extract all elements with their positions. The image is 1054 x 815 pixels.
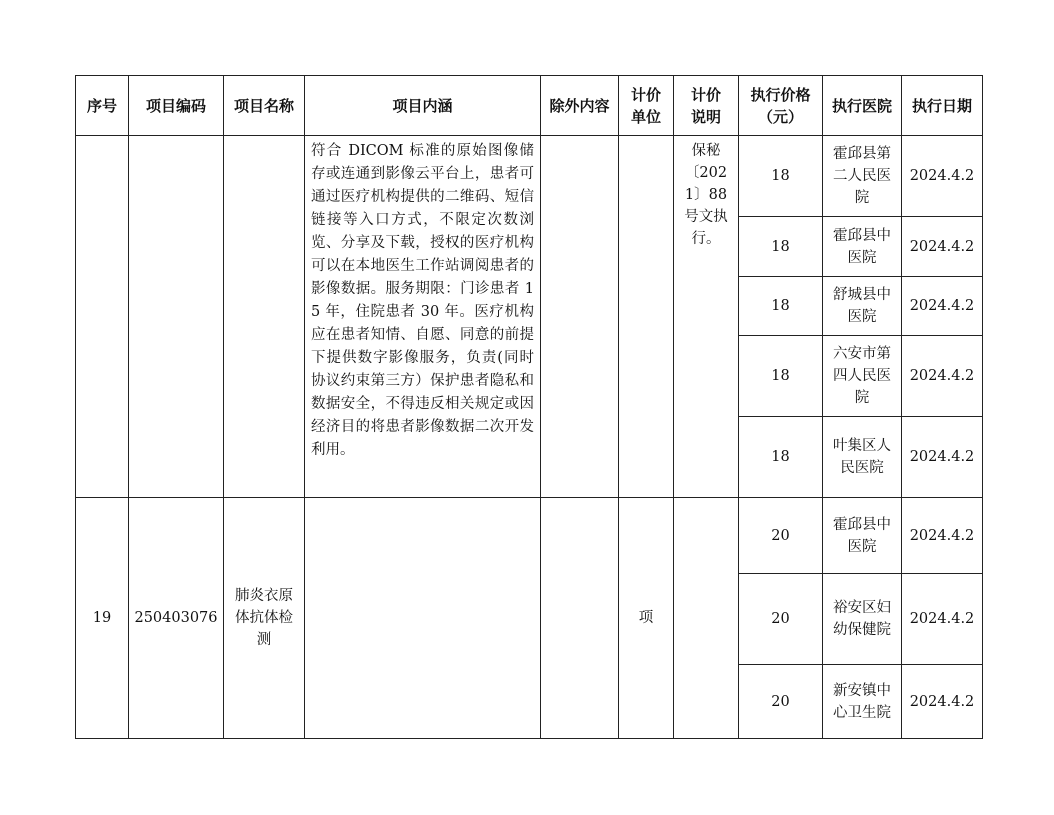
cell-hospital: 叶集区人民医院 — [823, 417, 902, 498]
cell-pricing-note — [674, 498, 739, 739]
header-name: 项目名称 — [224, 76, 305, 136]
header-hospital: 执行医院 — [823, 76, 902, 136]
cell-name — [224, 136, 305, 498]
cell-price: 18 — [739, 217, 823, 277]
cell-price: 18 — [739, 336, 823, 417]
cell-date: 2024.4.2 — [902, 217, 983, 277]
header-seq: 序号 — [76, 76, 129, 136]
cell-unit: 项 — [619, 498, 674, 739]
table-row — [76, 498, 983, 574]
cell-hospital: 舒城县中医院 — [823, 277, 902, 336]
cell-price: 20 — [739, 574, 823, 665]
cell-hospital: 霍邱县中医院 — [823, 217, 902, 277]
cell-date: 2024.4.2 — [902, 277, 983, 336]
cell-hospital: 霍邱县第二人民医院 — [823, 136, 902, 217]
cell-unit — [619, 136, 674, 498]
cell-date: 2024.4.2 — [902, 574, 983, 665]
cell-date: 2024.4.2 — [902, 336, 983, 417]
cell-price: 20 — [739, 665, 823, 739]
table-row — [76, 136, 983, 217]
cell-exclude — [541, 498, 619, 739]
cell-date: 2024.4.2 — [902, 136, 983, 217]
price-table — [75, 75, 983, 739]
header-code: 项目编码 — [129, 76, 224, 136]
header-content: 项目内涵 — [305, 76, 541, 136]
cell-date: 2024.4.2 — [902, 417, 983, 498]
header-price: 执行价格（元） — [739, 76, 823, 136]
cell-hospital: 霍邱县中医院 — [823, 498, 902, 574]
cell-content — [305, 498, 541, 739]
cell-code — [129, 136, 224, 498]
cell-hospital: 新安镇中心卫生院 — [823, 665, 902, 739]
cell-seq — [76, 136, 129, 498]
cell-price: 18 — [739, 136, 823, 217]
header-date: 执行日期 — [902, 76, 983, 136]
cell-exclude — [541, 136, 619, 498]
cell-hospital: 六安市第四人民医院 — [823, 336, 902, 417]
header-unit: 计价单位 — [619, 76, 674, 136]
cell-code: 250403076 — [129, 498, 224, 739]
cell-name: 肺炎衣原体抗体检测 — [224, 498, 305, 739]
cell-price: 18 — [739, 277, 823, 336]
header-row — [76, 76, 983, 136]
header-pricing-note: 计价说明 — [674, 76, 739, 136]
cell-price: 18 — [739, 417, 823, 498]
cell-price: 20 — [739, 498, 823, 574]
cell-content: 符合 DICOM 标准的原始图像储存或连通到影像云平台上，患者可通过医疗机构提供的二维码、短信链接等入口方式，不限定次数浏览、分享及下载，授权的医疗机构可以在本地医生工作站调阅患者的影像数据。服务期限：门诊患者 15 年，住院患者 30 年。医疗机构应在患者知情、自愿、同意的前提下提供数字影像服务，负责(同时协议约束第三方）保护患者隐私和数据安全，不得违反相关规定或因经济目的将患者影像数据二次开发利用。 — [305, 136, 541, 498]
header-exclude: 除外内容 — [541, 76, 619, 136]
cell-date: 2024.4.2 — [902, 665, 983, 739]
cell-hospital: 裕安区妇幼保健院 — [823, 574, 902, 665]
cell-pricing-note: 保秘〔2021〕88号文执行。 — [674, 136, 739, 498]
cell-date: 2024.4.2 — [902, 498, 983, 574]
cell-seq: 19 — [76, 498, 129, 739]
